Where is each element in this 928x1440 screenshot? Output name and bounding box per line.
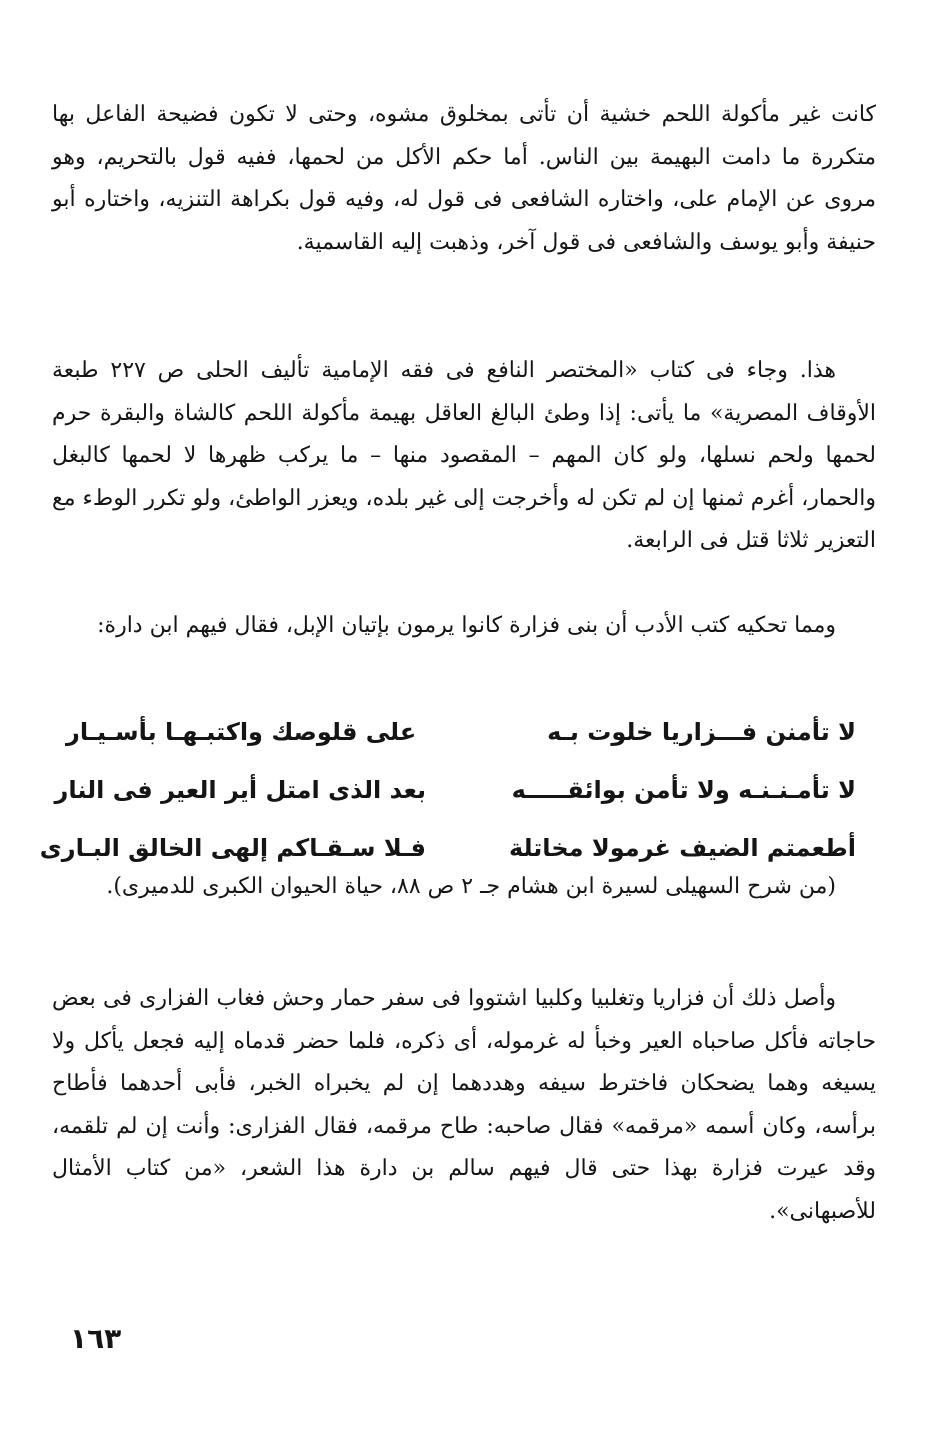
paragraph-5 bbox=[52, 978, 876, 1234]
page-number: ١٦٣ bbox=[70, 1322, 122, 1355]
paragraph-2-text: هذا. وجاء فى كتاب «المختصر النافع فى فقه الإمامية تأليف الحلى ص ٢٢٧ طبعة الأوقاف المصرية» ما يأتى: إذا وطئ البالغ العاقل بهيمة مأكولة اللحم كالشاة والبقرة حرم لحمها ولحم نسلها، ولو كان المهم – المقصود منها – ما يركب ظهرها لا لحمها كالبغل والحمار، أغرم ثمنها إن لم تكن له وأخرجت إلى غير بلده، ويعزر الواطئ، ولو تكرر الوطء مع التعزير ثلاثا قتل فى الرابعة. bbox=[52, 358, 876, 554]
poem bbox=[39, 703, 856, 877]
citation-paragraph bbox=[52, 866, 876, 909]
citation-text: (من شرح السهيلى لسيرة ابن هشام جـ ٢ ص ٨٨، حياة الحيوان الكبرى للدميرى). bbox=[106, 874, 836, 899]
verse-second-hemistich: على قلوصك واكتبـهـا بأسـيـار bbox=[66, 718, 417, 746]
paragraph-3-text: ومما تحكيه كتب الأدب أن بنى فزارة كانوا يرمون بإتيان الإبل، فقال فيهم ابن دارة: bbox=[97, 613, 836, 638]
paragraph-1-text: كانت غير مأكولة اللحم خشية أن تأتى بمخلوق مشوه، وحتى لا تكون فضيحة الفاعل بها متكررة ما دامت البهيمة بين الناس. أما حكم الأكل من لحمها، ففيه قول بالتحريم، وهو مروى عن الإمام على، واختاره الشافعى فى قول له، وفيه قول بكراهة التنزيه، واختاره أبو حنيفة وأبو يوسف والشافعى فى قول آخر، وذهبت إليه القاسمية. bbox=[52, 102, 876, 255]
verse-first-hemistich: أطعمتم الضيف غرمولا مخاتلة bbox=[508, 834, 856, 862]
paragraph-1 bbox=[52, 94, 876, 264]
paragraph-2 bbox=[52, 350, 876, 563]
verse-first-hemistich: لا تأمنن فـــزاريا خلوت بـه bbox=[547, 718, 856, 746]
verse-row bbox=[66, 703, 856, 761]
paragraph-3 bbox=[52, 605, 876, 648]
verse-second-hemistich: فـلا سـقـاكم إلهى الخالق البـارى bbox=[39, 834, 426, 862]
verse-second-hemistich: بعد الذى امتل أير العير فى النار bbox=[54, 776, 426, 804]
verse-first-hemistich: لا تأمـنـنـه ولا تأمن بوائقـــــه bbox=[511, 776, 856, 804]
paragraph-5-text: وأصل ذلك أن فزاريا وتغلبيا وكلبيا اشتووا فى سفر حمار وحش فغاب الفزارى فى بعض حاجاته فأكل صاحباه العير وخبأ له غرموله، أى ذكره، فلما حضر قدماه إليه فجعل يأكل ولا يسيغه وهما يضحكان فاخترط سيفه وهددهما إن لم يخبراه الخبر، فأبى أحدهما فأطاح برأسه، وكان أسمه «مرقمه» فقال صاحبه: طاح مرقمه، فقال الفزارى: وأنت إن لم تلقمه، وقد عيرت فزارة بهذا حتى قال فيهم سالم بن دارة هذا الشعر، «من كتاب الأمثال للأصبهانى». bbox=[52, 986, 876, 1224]
verse-row bbox=[54, 761, 856, 819]
